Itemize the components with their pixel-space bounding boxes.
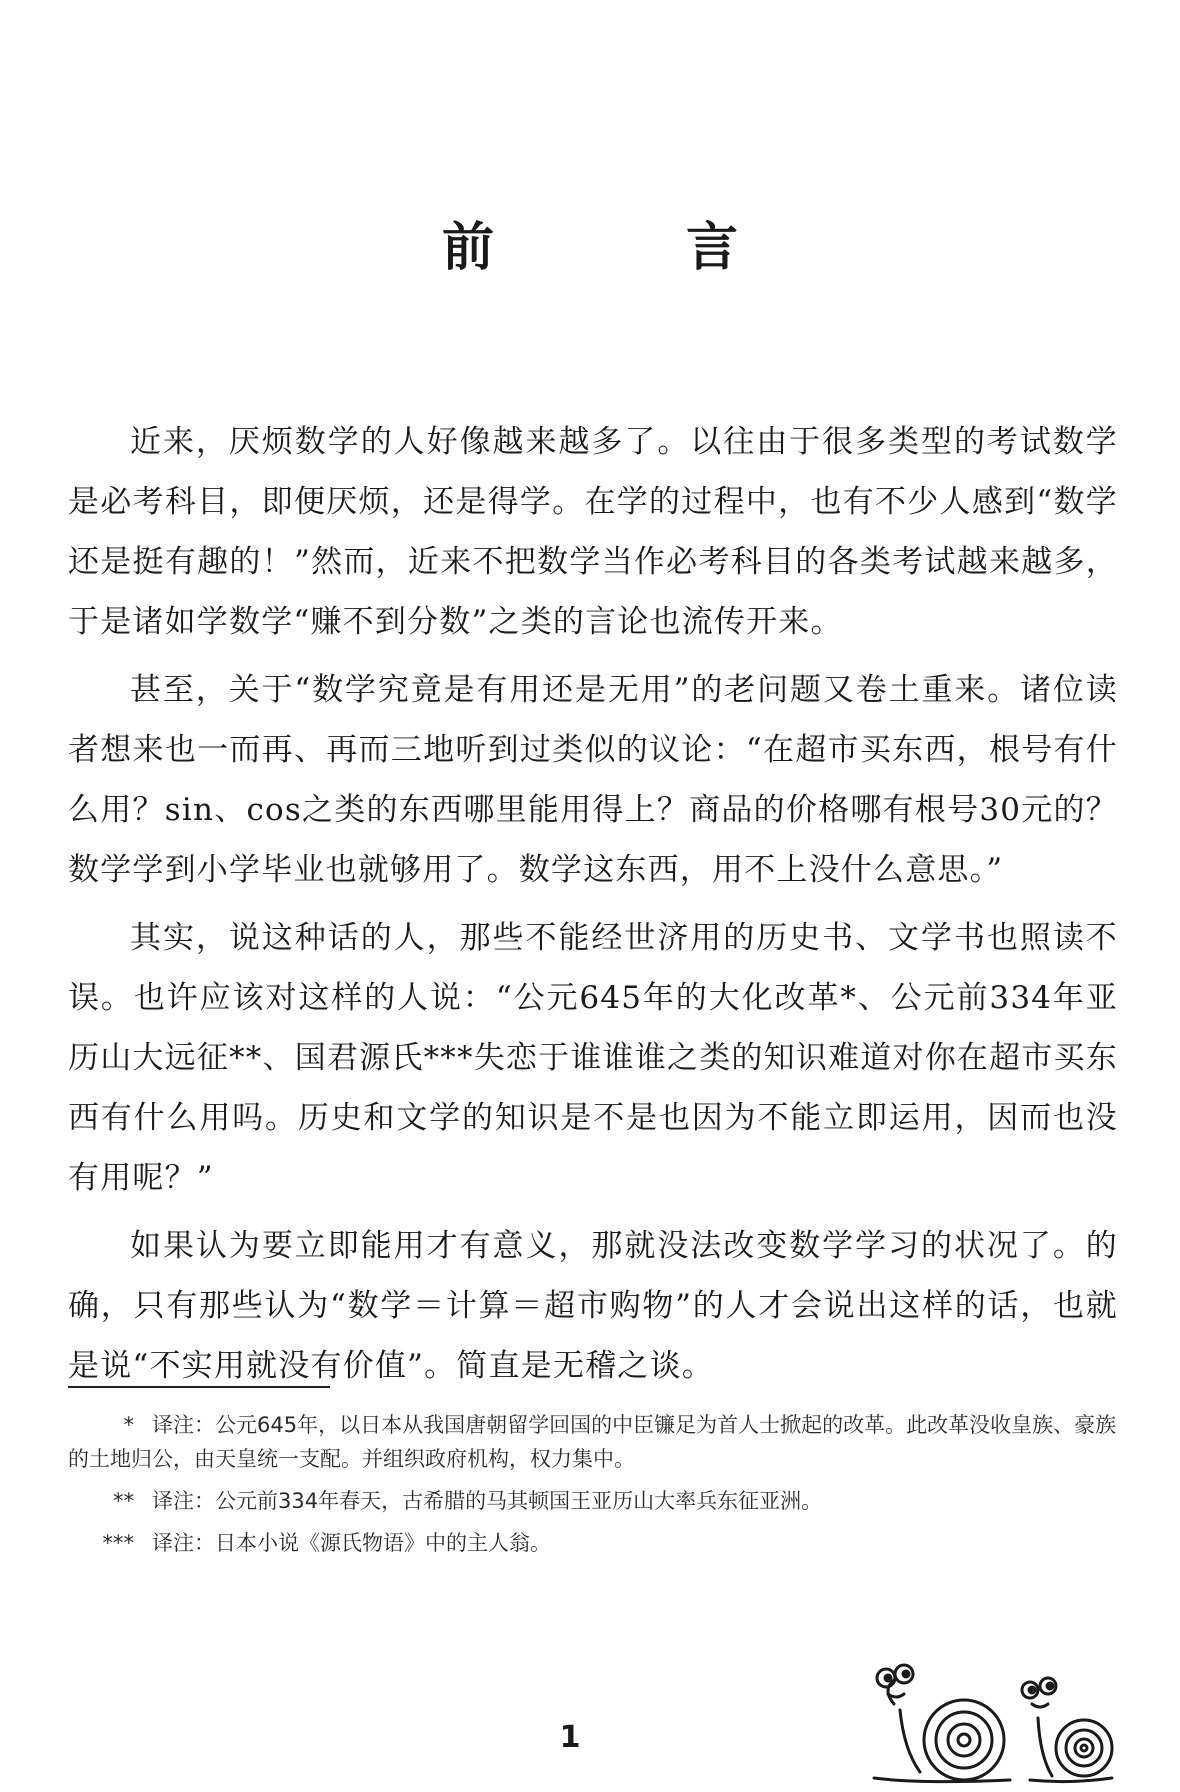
footnotes xyxy=(68,1408,1118,1568)
footnote-mark: *** xyxy=(102,1531,134,1555)
paragraph: 如果认为要立即能用才有意义，那就没法改变数学学习的状况了。的确，只有那些认为“数学＝计算＝超市购物”的人才会说出这样的话，也就是说“不实用就没有价值”。简直是无稽之谈。 xyxy=(68,1228,1118,1384)
footnote-mark: * xyxy=(123,1413,134,1437)
page-title: 前 言 xyxy=(441,217,808,278)
footnote-text: 译注：日本小说《源氏物语》中的主人翁。 xyxy=(152,1531,551,1555)
snail-icon xyxy=(860,1660,1120,1786)
footnote xyxy=(68,1408,1118,1476)
page-number: 1 xyxy=(559,1720,581,1755)
footnote xyxy=(68,1484,1118,1518)
main-text xyxy=(68,412,1118,1404)
paragraph: 近来，厌烦数学的人好像越来越多了。以往由于很多类型的考试数学是必考科目，即便厌烦，还是得学。在学的过程中，也有不少人感到“数学还是挺有趣的！”然而，近来不把数学当作必考科目的各类考试越来越多，于是诸如学数学“赚不到分数”之类的言论也流传开来。 xyxy=(68,424,1118,640)
paragraph: 甚至，关于“数学究竟是有用还是无用”的老问题又卷土重来。诸位读者想来也一而再、再而三地听到过类似的议论：“在超市买东西，根号有什么用？sin、cos之类的东西哪里能用得上？商品的价格哪有根号30元的？数学学到小学毕业也就够用了。数学这东西，用不上没什么意思。” xyxy=(68,672,1118,888)
footnote-text: 译注：公元前334年春天，古希腊的马其顿国王亚历山大率兵东征亚洲。 xyxy=(152,1489,823,1513)
footnote-divider xyxy=(68,1386,330,1388)
footnote-mark: ** xyxy=(113,1489,134,1513)
footnote xyxy=(68,1526,1118,1560)
paragraph: 其实，说这种话的人，那些不能经世济用的历史书、文学书也照读不误。也许应该对这样的人说：“公元645年的大化改革*、公元前334年亚历山大远征**、国君源氏***失恋于谁谁谁之类的知识难道对你在超市买东西有什么用吗。历史和文学的知识是不是也因为不能立即运用，因而也没有用呢？” xyxy=(68,920,1118,1196)
footnote-text: 译注：公元645年，以日本从我国唐朝留学回国的中臣镰足为首人士掀起的改革。此改革没收皇族、豪族的土地归公，由天皇统一支配。并组织政府机构，权力集中。 xyxy=(68,1413,1117,1471)
